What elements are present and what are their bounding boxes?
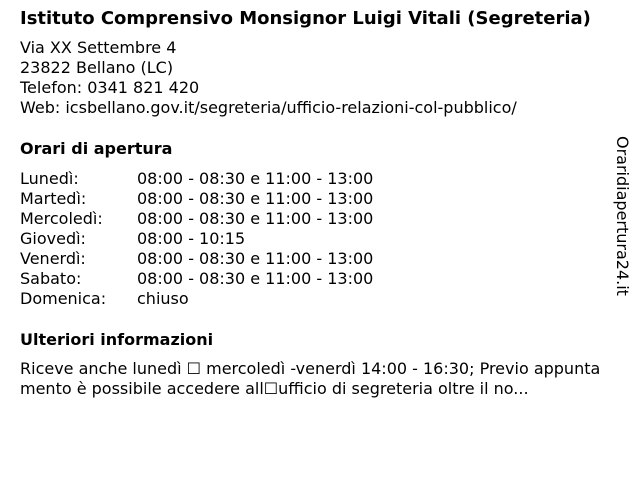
time-value: 08:00 - 08:30 e 11:00 - 13:00 [137,169,374,188]
day-label: Lunedì: [20,169,79,188]
time-value: 08:00 - 10:15 [137,229,246,248]
phone-number: Telefon: 0341 821 420 [20,78,200,97]
info-text: Riceve anche lunedì ☐ mercoledì -venerdì 14:00 - 16:30; Previo appuntamento è possibile accedere all☐ufficio di segreteria oltre il no... [20,359,601,398]
time-value: 08:00 - 08:30 e 11:00 - 13:00 [137,209,374,228]
city-address: 23822 Bellano (LC) [20,58,174,77]
day-label: Mercoledì: [20,209,103,228]
day-label: Sabato: [20,269,82,288]
page-title: Istituto Comprensivo Monsignor Luigi Vitali (Segreteria) [20,8,591,29]
hours-table [20,169,605,309]
street-address: Via XX Settembre 4 [20,38,177,57]
day-label: Giovedì: [20,229,86,248]
info-heading: Ulteriori informazioni [20,330,214,349]
hours-row-friday [20,249,605,269]
address-block [20,38,605,118]
hours-row-tuesday [20,189,605,209]
day-label: Venerdì: [20,249,86,268]
listing-card [20,8,605,399]
hours-row-monday [20,169,605,189]
hours-heading: Orari di apertura [20,139,173,158]
hours-row-sunday [20,289,605,309]
time-value: 08:00 - 08:30 e 11:00 - 13:00 [137,189,374,208]
day-label: Martedì: [20,189,87,208]
hours-row-saturday [20,269,605,289]
website-link[interactable]: Web: icsbellano.gov.it/segreteria/ufficio-relazioni-col-pubblico/ [20,98,517,117]
hours-row-wednesday [20,209,605,229]
day-label: Domenica: [20,289,107,308]
watermark-text: Oraridiapertura24.it [613,136,632,296]
time-value: 08:00 - 08:30 e 11:00 - 13:00 [137,269,374,288]
time-value: chiuso [137,289,189,308]
watermark [610,136,636,316]
time-value: 08:00 - 08:30 e 11:00 - 13:00 [137,249,374,268]
hours-row-thursday [20,229,605,249]
